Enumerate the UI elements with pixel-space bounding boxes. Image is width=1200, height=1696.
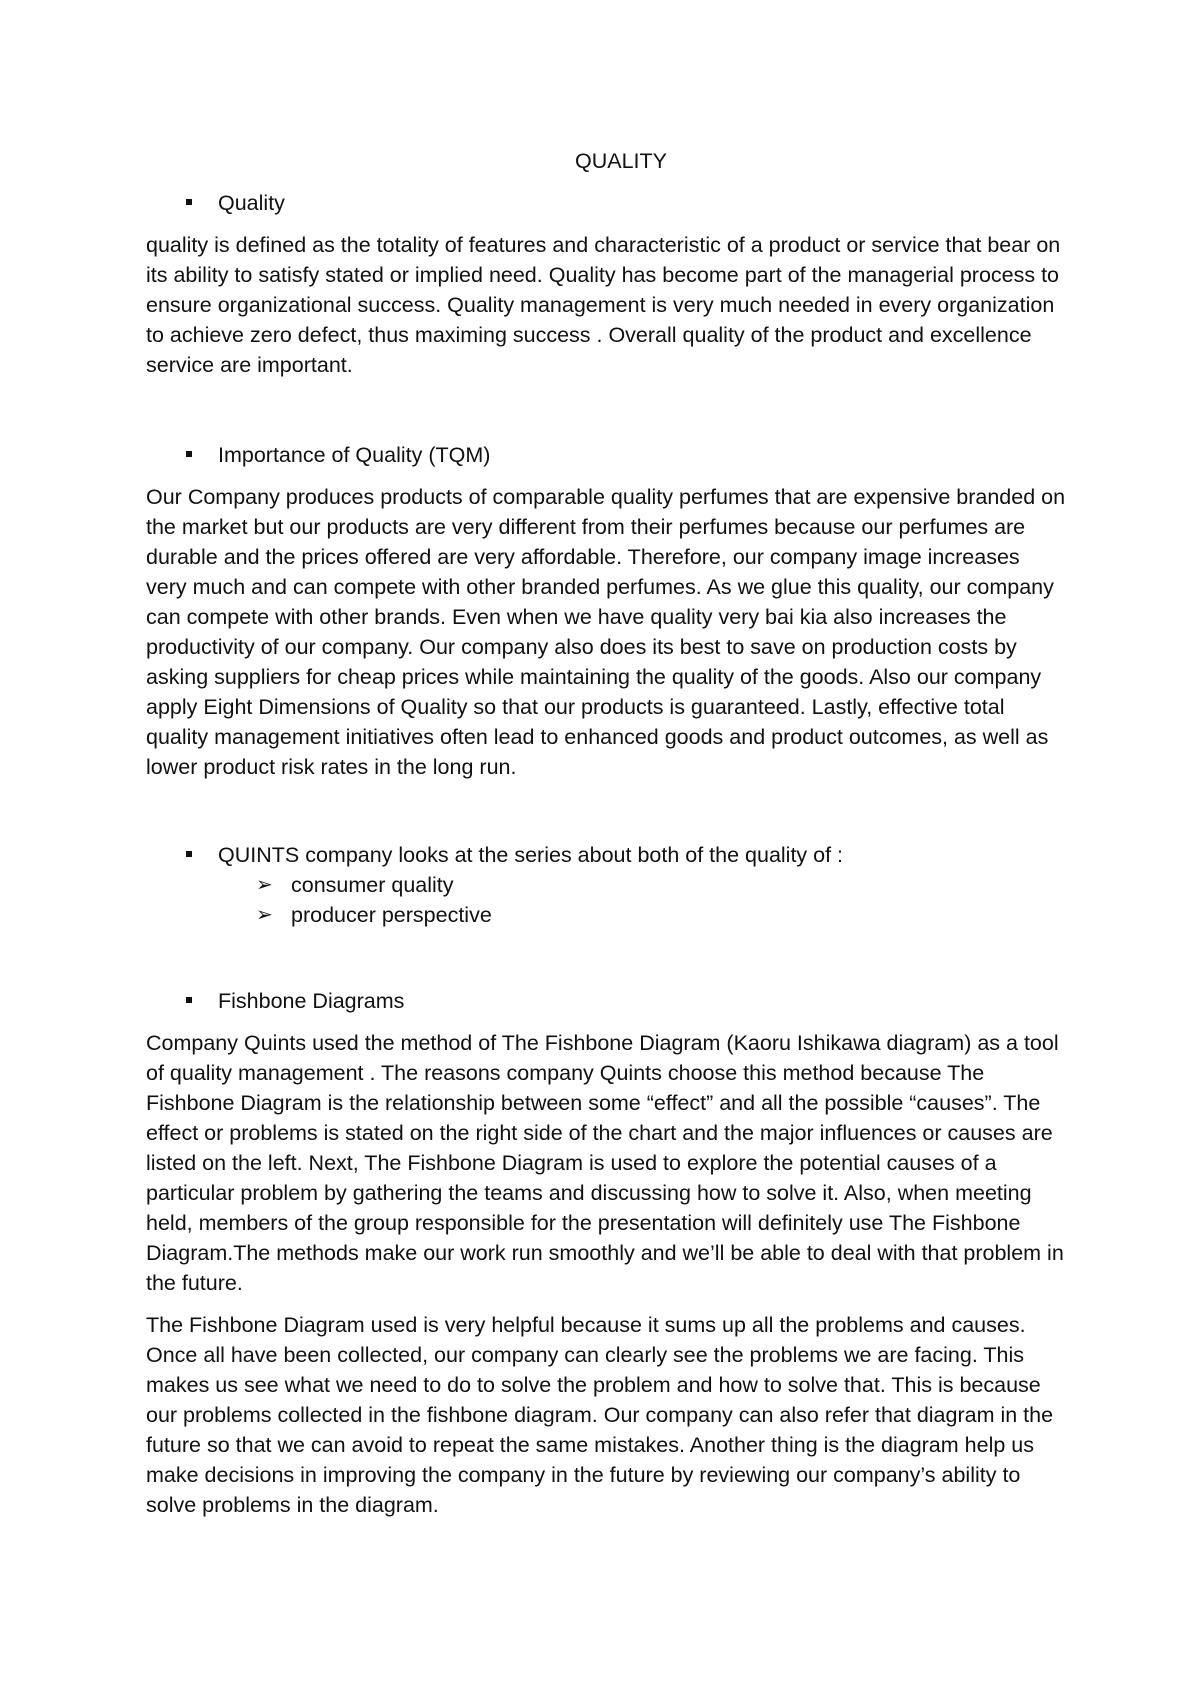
fishbone-paragraph-1: Company Quints used the method of The Fishbone Diagram (Kaoru Ishikawa diagram) as a tool of quality management . The reasons company Quints choose this method because The Fishbone Diagram is the relationship between some “effect” and all the possible “causes”. The effect or problems is stated on the right side of the chart and the major influences or causes are listed on the left. Next, The Fishbone Diagram is used to explore the potential causes of a particular problem by gathering the teams and discussing how to solve it. Also, when meeting held, members of the group responsible for the presentation will definitely use The Fishbone Diagram.The methods make our work run smoothly and we’ll be able to deal with that problem in the future. [146,1031,1064,1295]
arrow-bullet-icon: ➢ [256,904,273,926]
section-heading-quality [146,188,1066,218]
list-item [146,870,1066,900]
list-item-text: producer perspective [291,903,492,927]
heading-text: Fishbone Diagrams [218,989,405,1013]
quality-paragraph: quality is defined as the totality of features and characteristic of a product or service that bear on its ability to satisfy stated or implied need. Quality has become part of the managerial process to ensure organizational success. Quality management is very much needed in every organization to achieve zero defect, thus maximing success . Overall quality of the product and excellence service are important. [146,233,1061,377]
fishbone-paragraph-2: The Fishbone Diagram used is very helpful because it sums up all the problems and causes. Once all have been collected, our company can clearly see the problems we are facing. This makes us see what we need to do to solve the problem and how to solve that. This is because our problems collected in the fishbone diagram. Our company can also refer that diagram in the future so that we can avoid to repeat the same mistakes. Another thing is the diagram help us make decisions in improving the company in the future by reviewing our company’s ability to solve problems in the diagram. [146,1313,1054,1517]
square-bullet-icon [186,451,192,457]
square-bullet-icon [186,851,192,857]
arrow-bullet-icon: ➢ [256,874,273,896]
importance-paragraph: Our Company produces products of comparable quality perfumes that are expensive branded on the market but our products are very different from their perfumes because our perfumes are durable and the prices offered are very affordable. Therefore, our company image increases very much and can compete with other branded perfumes. As we glue this quality, our company can compete with other brands. Even when we have quality very bai kia also increases the productivity of our company. Our company also does its best to save on production costs by asking suppliers for cheap prices while maintaining the quality of the goods. Also our company apply Eight Dimensions of Quality so that our products is guaranteed. Lastly, effective total quality management initiatives often lead to enhanced goods and product outcomes, as well as lower product risk rates in the long run. [146,485,1066,779]
square-bullet-icon [186,997,192,1003]
heading-text: Quality [218,191,285,215]
document-body [146,146,1066,1520]
section-heading-quints [146,840,1066,870]
section-heading-importance [146,440,1066,470]
section-heading-fishbone [146,986,1066,1016]
page-title: QUALITY [575,149,667,173]
list-item-text: consumer quality [291,873,454,897]
list-item [146,900,1066,930]
heading-text: Importance of Quality (TQM) [218,443,491,467]
square-bullet-icon [186,199,192,205]
heading-text: QUINTS company looks at the series about both of the quality of : [218,843,844,867]
